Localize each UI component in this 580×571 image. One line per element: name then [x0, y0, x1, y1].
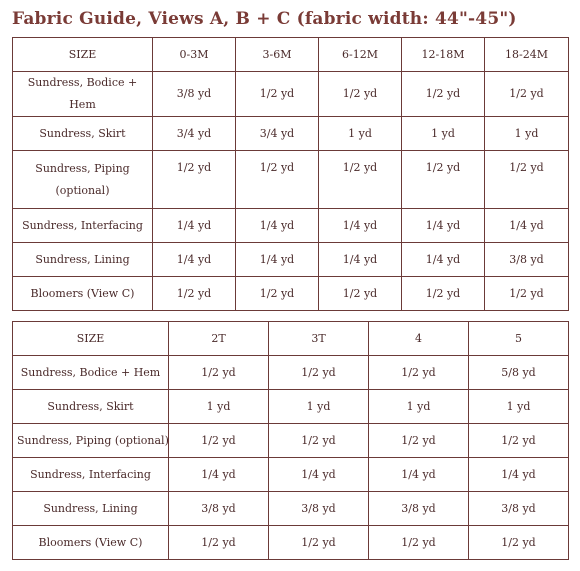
- table-row: [13, 72, 569, 117]
- cell-value: 1/2 yd: [469, 526, 569, 560]
- cell-value: 3/8 yd: [469, 492, 569, 526]
- row-label: Sundress, Skirt: [13, 390, 169, 424]
- table-row: [13, 209, 569, 243]
- cell-value: 1/2 yd: [236, 151, 319, 209]
- fabric-table-infant-sizes: [12, 37, 569, 311]
- page-title: Fabric Guide, Views A, B + C (fabric width: 44"-45"): [12, 9, 517, 29]
- header-size-3-6m: 3-6M: [236, 38, 319, 72]
- table-row: [13, 424, 569, 458]
- cell-value: 1/2 yd: [169, 356, 269, 390]
- cell-value: 3/8 yd: [269, 492, 369, 526]
- row-label: Sundress, Interfacing: [13, 458, 169, 492]
- cell-value: 1/2 yd: [169, 424, 269, 458]
- row-label: Sundress, Lining: [13, 492, 169, 526]
- cell-value: 1/2 yd: [369, 526, 469, 560]
- cell-value: 1/2 yd: [485, 151, 569, 209]
- cell-value: 1/4 yd: [236, 209, 319, 243]
- header-size-0-3m: 0-3M: [153, 38, 236, 72]
- fabric-table-toddler-sizes: [12, 321, 569, 560]
- table-row: [13, 356, 569, 390]
- table-header-row: [13, 38, 569, 72]
- cell-value: 1/2 yd: [402, 151, 485, 209]
- row-label: Sundress, Piping (optional): [13, 151, 153, 209]
- cell-value: 1/4 yd: [319, 209, 402, 243]
- cell-value: 1/4 yd: [153, 209, 236, 243]
- cell-value: 1/2 yd: [485, 72, 569, 117]
- row-label: Sundress, Bodice + Hem: [13, 356, 169, 390]
- table-row: [13, 243, 569, 277]
- cell-value: 1/4 yd: [153, 243, 236, 277]
- header-size-18-24m: 18-24M: [485, 38, 569, 72]
- cell-value: 1/4 yd: [469, 458, 569, 492]
- row-label: Sundress, Skirt: [13, 117, 153, 151]
- cell-value: 1/2 yd: [369, 424, 469, 458]
- table-row: [13, 151, 569, 209]
- cell-value: 1 yd: [402, 117, 485, 151]
- header-size-6-12m: 6-12M: [319, 38, 402, 72]
- row-label: Bloomers (View C): [13, 526, 169, 560]
- cell-value: 3/4 yd: [153, 117, 236, 151]
- cell-value: 1/4 yd: [269, 458, 369, 492]
- cell-value: 1/4 yd: [369, 458, 469, 492]
- cell-value: 3/4 yd: [236, 117, 319, 151]
- cell-value: 1/2 yd: [269, 526, 369, 560]
- cell-value: 1 yd: [469, 390, 569, 424]
- cell-value: 1 yd: [319, 117, 402, 151]
- cell-value: 5/8 yd: [469, 356, 569, 390]
- cell-value: 3/8 yd: [369, 492, 469, 526]
- cell-value: 1/4 yd: [169, 458, 269, 492]
- cell-value: 1/2 yd: [153, 151, 236, 209]
- cell-value: 1/2 yd: [369, 356, 469, 390]
- cell-value: 1/2 yd: [153, 277, 236, 311]
- cell-value: 1/2 yd: [402, 72, 485, 117]
- cell-value: 1/2 yd: [269, 356, 369, 390]
- cell-value: 1 yd: [485, 117, 569, 151]
- header-size-5: 5: [469, 322, 569, 356]
- cell-value: 1/2 yd: [169, 526, 269, 560]
- header-size-3t: 3T: [269, 322, 369, 356]
- row-label: Sundress, Piping (optional): [13, 424, 169, 458]
- cell-value: 3/8 yd: [153, 72, 236, 117]
- cell-value: 1/2 yd: [236, 277, 319, 311]
- table-row: [13, 117, 569, 151]
- table-row: [13, 390, 569, 424]
- table-row: [13, 492, 569, 526]
- cell-value: 1 yd: [169, 390, 269, 424]
- cell-value: 1/4 yd: [402, 243, 485, 277]
- cell-value: 1/2 yd: [319, 151, 402, 209]
- cell-value: 1/4 yd: [485, 209, 569, 243]
- cell-value: 1/4 yd: [236, 243, 319, 277]
- header-size-2t: 2T: [169, 322, 269, 356]
- row-label: Sundress, Lining: [13, 243, 153, 277]
- cell-value: 1/2 yd: [269, 424, 369, 458]
- cell-value: 1/2 yd: [319, 277, 402, 311]
- table-header-row: [13, 322, 569, 356]
- cell-value: 1/4 yd: [319, 243, 402, 277]
- row-label: Sundress, Bodice + Hem: [13, 72, 153, 117]
- cell-value: 1/2 yd: [469, 424, 569, 458]
- cell-value: 1 yd: [369, 390, 469, 424]
- cell-value: 3/8 yd: [485, 243, 569, 277]
- header-size: SIZE: [13, 38, 153, 72]
- cell-value: 1/2 yd: [402, 277, 485, 311]
- row-label: Bloomers (View C): [13, 277, 153, 311]
- cell-value: 1/2 yd: [236, 72, 319, 117]
- cell-value: 3/8 yd: [169, 492, 269, 526]
- table-row: [13, 526, 569, 560]
- cell-value: 1 yd: [269, 390, 369, 424]
- table-row: [13, 277, 569, 311]
- cell-value: 1/2 yd: [319, 72, 402, 117]
- cell-value: 1/2 yd: [485, 277, 569, 311]
- table-row: [13, 458, 569, 492]
- header-size-12-18m: 12-18M: [402, 38, 485, 72]
- cell-value: 1/4 yd: [402, 209, 485, 243]
- row-label: Sundress, Interfacing: [13, 209, 153, 243]
- header-size: SIZE: [13, 322, 169, 356]
- header-size-4: 4: [369, 322, 469, 356]
